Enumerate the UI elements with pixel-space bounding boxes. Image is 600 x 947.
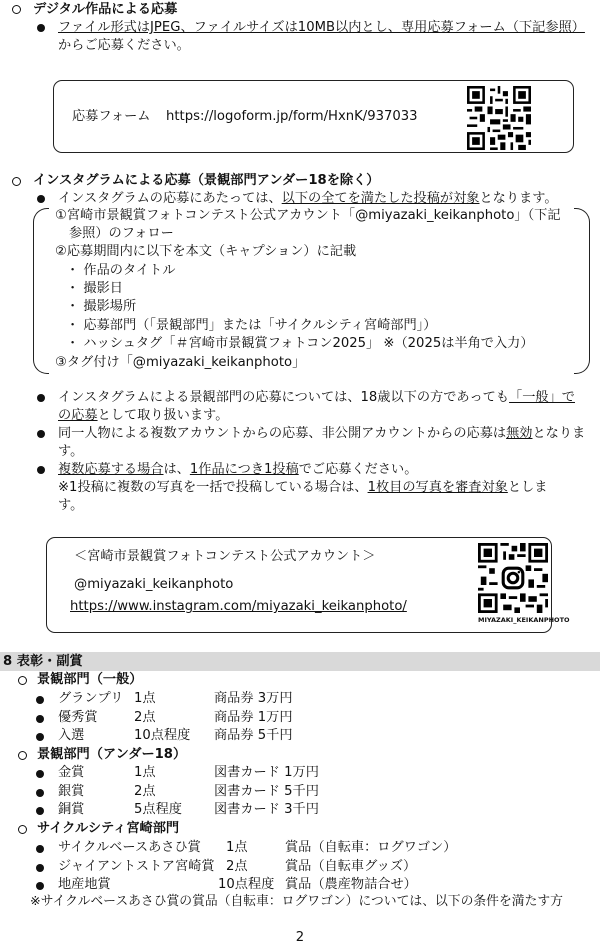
qr-caption: MIYAZAKI_KEIKANPHOTO [478, 616, 570, 624]
bullet-icon [37, 466, 45, 474]
note-1-line1: インスタグラムによる景観部門の応募については、18歳以下の方であっても「一般」で [58, 390, 575, 405]
form-qr-code [467, 86, 531, 150]
award-count: 2点 [134, 710, 156, 725]
instagram-heading: インスタグラムによる応募（景観部門アンダー18を除く） [33, 173, 380, 188]
bullet-icon [36, 696, 44, 704]
award-prize: 賞品（自転車：ログワゴン） [285, 840, 457, 855]
award-prize: 賞品（農産物詰合せ） [285, 877, 417, 892]
award-count: 2点 [134, 784, 156, 799]
bullet-icon [36, 807, 44, 815]
award-name: サイクルベースあさひ賞 [58, 840, 201, 855]
group-circle-icon [18, 676, 27, 685]
group-circle-icon [18, 825, 27, 834]
instagram-intro: インスタグラムの応募にあたっては、以下の全てを満たした投稿が対象となります。 [58, 191, 558, 206]
section-circle-icon [12, 5, 21, 14]
award-count: 5点程度 [134, 802, 182, 817]
award-count: 1点 [134, 691, 156, 706]
page-number: 2 [295, 930, 305, 945]
bullet-icon [37, 195, 45, 203]
caption-item: ・ 応募部門（「景観部門」または「サイクルシティ宮崎部門」） [66, 318, 437, 333]
form-label: 応募フォーム [72, 109, 151, 124]
bullet-icon [36, 845, 44, 853]
group-circle-icon [18, 751, 27, 760]
award-name: 銅賞 [58, 802, 85, 817]
awards-heading: 8 表彰・副賞 [3, 654, 83, 669]
note-3-line1: 複数応募する場合は、1作品につき1投稿でご応募ください。 [58, 462, 418, 477]
note-3-line2: ※1投稿に複数の写真を一括で投稿している場合は、1枚目の写真を審査対象としま [58, 480, 548, 495]
bullet-icon [36, 864, 44, 872]
group-title: 景観部門（アンダー18） [37, 747, 187, 762]
bullet-icon [36, 715, 44, 723]
award-prize: 図書カード 3千円 [214, 802, 319, 817]
caption-item: ・ 撮影日 [66, 281, 123, 296]
requirement-3: ③タグ付け「@miyazaki_keikanphoto」 [55, 355, 306, 370]
award-name: 金賞 [58, 765, 85, 780]
bullet-icon [36, 882, 44, 890]
account-handle: @miyazaki_keikanphoto [74, 577, 234, 592]
bullet-icon [36, 770, 44, 778]
note-2-line1: 同一人物による複数アカウントからの応募、非公開アカウントからの応募は無効となりま [58, 426, 586, 441]
requirement-1-line1: ①宮崎市景観賞フォトコンテスト公式アカウント「@miyazaki_keikanphoto」（下記 [55, 208, 561, 223]
section-8-band [0, 652, 600, 671]
award-name: 銀賞 [58, 784, 85, 799]
award-count: 10点程度 [134, 728, 191, 743]
digital-bullet-line2: からご応募ください。 [58, 38, 190, 53]
requirement-2: ②応募期間内に以下を本文（キャプション）に記載 [55, 244, 357, 259]
award-name: 入選 [58, 728, 85, 743]
caption-item: ・ 作品のタイトル [66, 263, 176, 278]
form-url[interactable]: https://logoform.jp/form/HxnK/937033 [166, 109, 418, 124]
caption-item: ・ 撮影場所 [66, 299, 137, 314]
group-title: サイクルシティ宮崎部門 [37, 821, 180, 836]
award-prize: 図書カード 1万円 [214, 765, 319, 780]
caption-item: ・ ハッシュタグ「＃宮崎市景観賞フォトコン2025」 ※（2025は半角で入力） [66, 336, 534, 351]
instagram-qr-code [478, 543, 548, 613]
award-count: 1点 [226, 840, 248, 855]
award-count: 10点程度 [218, 877, 275, 892]
requirement-1-line2: 参照）のフォロー [69, 226, 174, 241]
requirements-bracket-left [33, 208, 49, 374]
award-name: 地産地賞 [58, 877, 111, 892]
awards-footnote: ※サイクルベースあさひ賞の賞品（自転車：ログワゴン）については、以下の条件を満たす方 [30, 894, 563, 909]
award-prize: 賞品（自転車グッズ） [285, 859, 417, 874]
award-prize: 商品券 5千円 [214, 728, 293, 743]
account-title: ＜宮崎市景観賞フォトコンテスト公式アカウント＞ [74, 549, 376, 564]
bullet-icon [37, 24, 45, 32]
digital-heading: デジタル作品による応募 [33, 2, 178, 17]
award-name: 優秀賞 [58, 710, 98, 725]
requirements-bracket-right [574, 208, 590, 374]
award-prize: 商品券 3万円 [214, 691, 293, 706]
bullet-icon [36, 733, 44, 741]
note-1-line2: の応募として取り扱います。 [58, 408, 229, 423]
award-count: 1点 [134, 765, 156, 780]
award-prize: 図書カード 5千円 [214, 784, 319, 799]
bullet-icon [37, 394, 45, 402]
bullet-icon [37, 430, 45, 438]
account-url-link[interactable]: https://www.instagram.com/miyazaki_keikanphoto/ [70, 599, 407, 614]
section-circle-icon [12, 177, 21, 186]
award-count: 2点 [226, 859, 248, 874]
group-title: 景観部門（一般） [37, 672, 143, 687]
note-3-line3: す。 [58, 498, 84, 513]
digital-bullet-line1: ファイル形式はJPEG、ファイルサイズは10MB以内とし、専用応募フォーム（下記参照） [58, 20, 585, 35]
award-prize: 商品券 1万円 [214, 710, 293, 725]
note-2-line2: す。 [58, 444, 84, 459]
award-name: グランプリ [58, 691, 124, 706]
award-name: ジャイアントストア宮崎賞 [58, 859, 215, 874]
bullet-icon [36, 789, 44, 797]
